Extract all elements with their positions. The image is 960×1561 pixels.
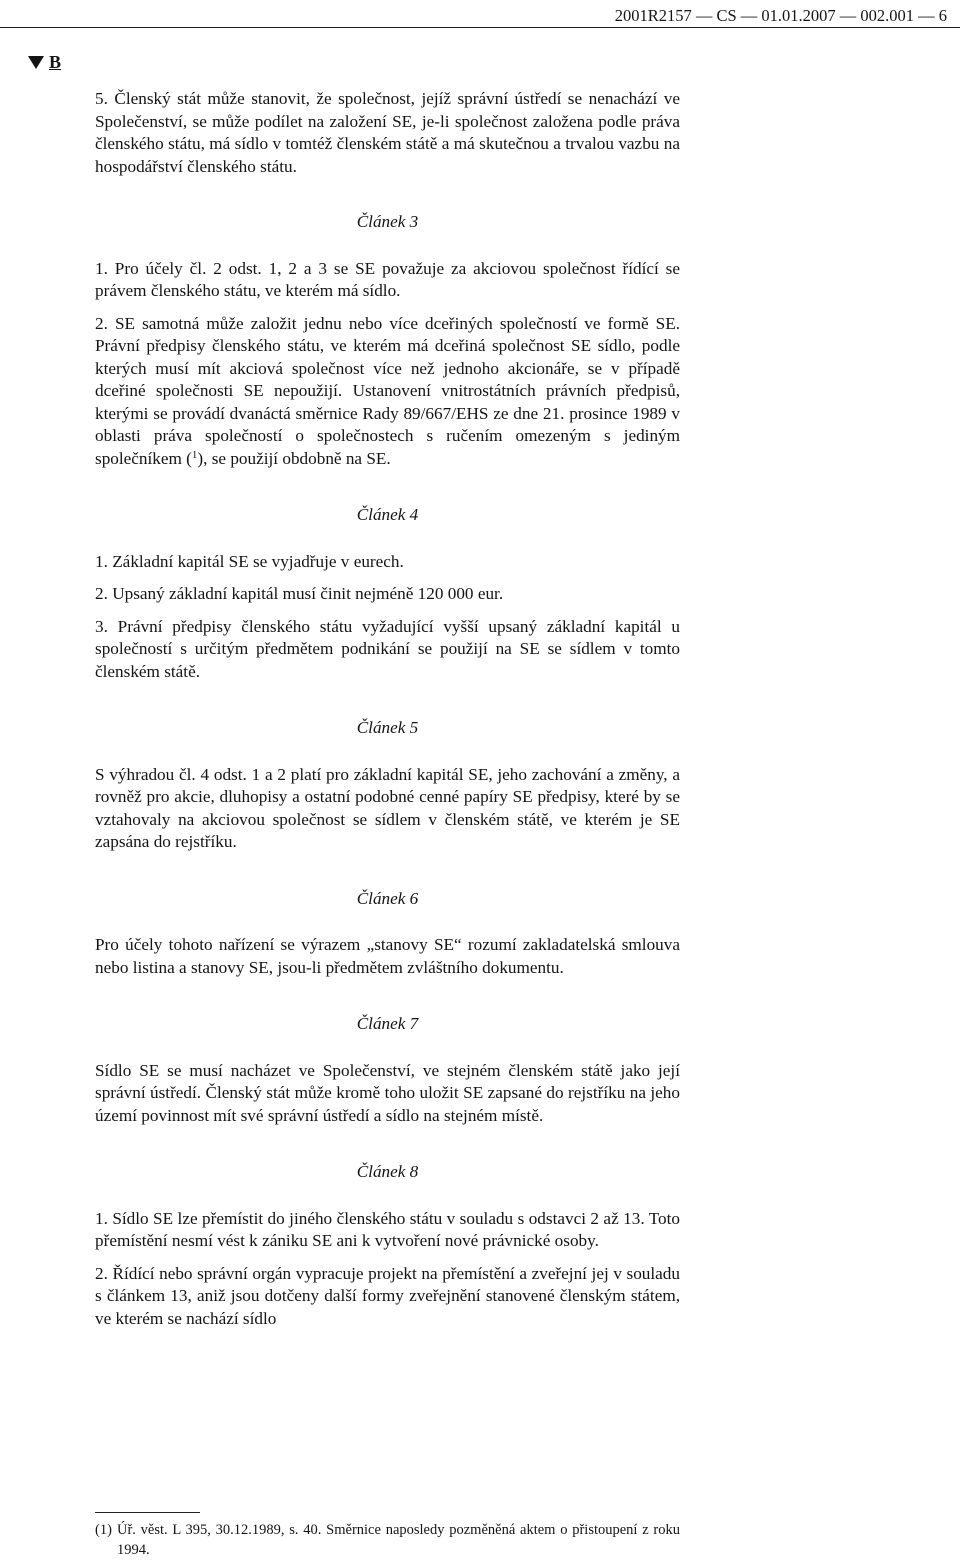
amendment-marker [28, 52, 61, 72]
article-8-paragraph-2: 2. Řídící nebo správní orgán vypracuje projekt na přemístění a zveřejní jej v souladu s článkem 13, aniž jsou dotčeny další formy zveřejnění stanovené členským státem, ve kterém se nachází sídlo [95, 1263, 680, 1328]
article-4-heading: Článek 4 [356, 505, 419, 524]
footnote [95, 1520, 680, 1560]
article-4-paragraph-1: 1. Základní kapitál SE se vyjadřuje v eurech. [95, 551, 404, 571]
paragraph-intro: 5. Členský stát může stanovit, že společnost, jejíž správní ústředí se nenachází ve Společenství, se může podílet na založení SE, je-li společnost založena podle práva členského státu, má sídlo v tomtéž členském státě a má skutečnou a trvalou vazbu na hospodářství členského státu. [95, 89, 680, 176]
article-8-paragraph-1: 1. Sídlo SE lze přemístit do jiného členského státu v souladu s odstavci 2 až 13. Toto přemístění nesmí vést k zániku SE ani k vytvoření nové právnické osoby. [95, 1208, 680, 1250]
article-3-paragraph-2-text: 2. SE samotná může založit jednu nebo více dceřiných společností ve formě SE. Právní předpisy členského státu, ve kterém má dceřiná společnost SE sídlo, podle kterých musí mít akciová společnost více než jednoho akcionáře, se v případě dceřiné společnosti SE nepoužijí. Ustanovení vnitrostátních právních předpisů, kterými se provádí dvanáctá směrnice Rady 89/667/EHS ze dne 21. prosince 1989 v oblasti práva společností o společnostech s ručením omezeným s jediným společníkem ( [95, 313, 680, 468]
article-8-heading: Článek 8 [356, 1162, 419, 1181]
article-7-heading: Článek 7 [356, 1014, 419, 1033]
footnote-mark: (1) [95, 1522, 112, 1538]
article-6-paragraph-1: Pro účely tohoto nařízení se výrazem „stanovy SE“ rozumí zakladatelská smlouva nebo listina a stanovy SE, jsou-li předmětem zvláštního dokumentu. [95, 935, 680, 977]
article-5-paragraph-1: S výhradou čl. 4 odst. 1 a 2 platí pro základní kapitál SE, jeho zachování a změny, a rovněž pro akcie, dluhopisy a ostatní podobné cenné papíry SE předpisy, které by se vztahovaly na akciovou společnost se sídlem v členském státě, ve kterém je SE zapsána do rejstříku. [95, 764, 680, 851]
header-rule [0, 27, 960, 28]
article-4-paragraph-3: 3. Právní předpisy členského státu vyžadující vyšší upsaný základní kapitál u společností s určitým předmětem podnikání se použijí na SE se sídlem v tomto členském státě. [95, 616, 680, 681]
footnote-rule [95, 1512, 200, 1513]
document-body [95, 88, 680, 1340]
article-3-paragraph-2-end: ), se použijí obdobně na SE. [197, 448, 391, 468]
triangle-marker-icon [28, 56, 44, 69]
article-7-paragraph-1: Sídlo SE se musí nacházet ve Společenství, ve stejném členském státě jako její správní ústředí. Členský stát může kromě toho uložit SE zapsané do rejstříku na jeho území povinnost mít své správní ústředí a sídlo na stejném místě. [95, 1060, 680, 1125]
document-reference-header: 2001R2157 — CS — 01.01.2007 — 002.001 — 6 [614, 6, 947, 25]
article-4-paragraph-2: 2. Upsaný základní kapitál musí činit nejméně 120 000 eur. [95, 584, 504, 603]
footnote-reference[interactable]: 1 [191, 448, 198, 461]
article-3-heading: Článek 3 [356, 212, 419, 231]
footnote-text: Úř. věst. L 395, 30.12.1989, s. 40. Směrnice naposledy pozměněná aktem o přistoupení z roku 1994. [117, 1522, 680, 1558]
amendment-code: B [49, 52, 62, 72]
article-3-paragraph-1: 1. Pro účely čl. 2 odst. 1, 2 a 3 se SE považuje za akciovou společnost řídící se právem členského státu, ve kterém má sídlo. [95, 258, 680, 300]
article-5-heading: Článek 5 [356, 718, 419, 737]
article-6-heading: Článek 6 [356, 888, 419, 908]
article-3-paragraph-2 [95, 313, 680, 471]
